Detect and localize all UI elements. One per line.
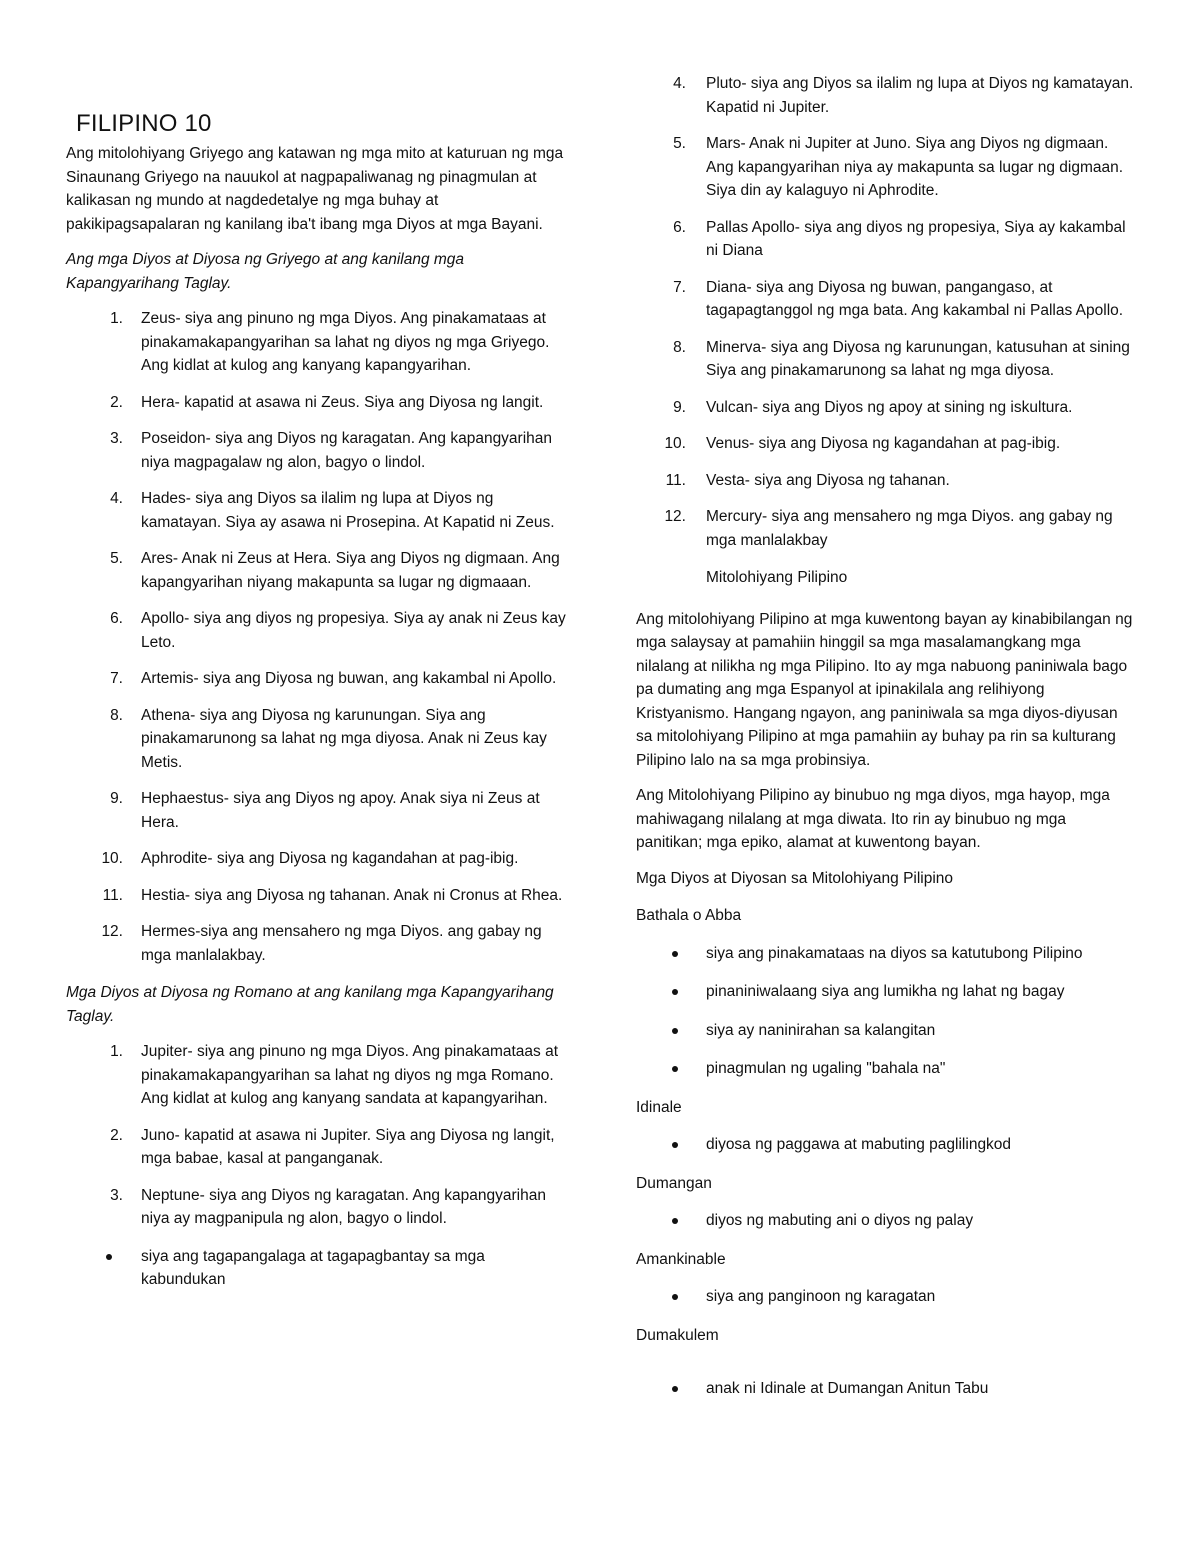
item-text: siya ay naninirahan sa kalangitan bbox=[706, 1021, 936, 1039]
item-text: diyosa ng paggawa at mabuting paglilingkod bbox=[706, 1136, 1012, 1153]
item-number: 4. bbox=[110, 490, 123, 507]
item-text: siya ang pinakamataas na diyos sa katutubong Pilipino bbox=[706, 944, 1083, 962]
list-item bbox=[636, 1133, 1136, 1157]
item-number: 1. bbox=[110, 310, 123, 327]
item-number: 2. bbox=[110, 393, 123, 411]
item-text: anak ni Idinale at Dumangan Anitun Tabu bbox=[706, 1380, 989, 1397]
list-item bbox=[66, 1245, 566, 1292]
item-number: 9. bbox=[673, 398, 686, 416]
list-item bbox=[66, 1124, 566, 1171]
list-item bbox=[636, 216, 1136, 263]
item-number: 5. bbox=[110, 550, 123, 567]
item-number: 2. bbox=[110, 1126, 123, 1144]
item-text: Vulcan- siya ang Diyos ng apoy at sining ng iskultura. bbox=[706, 398, 1073, 416]
item-text: Pluto- siya ang Diyos sa ilalim ng lupa at Diyos ng kamatayan. Kapatid ni Jupiter. bbox=[706, 75, 1134, 116]
list-item bbox=[636, 396, 1136, 420]
item-text: Venus- siya ang Diyosa ng kagandahan at pag-ibig. bbox=[706, 435, 1061, 452]
item-number: 6. bbox=[110, 610, 123, 627]
deity-points bbox=[636, 942, 1136, 1081]
item-text: Hera- kapatid at asawa ni Zeus. Siya ang Diyosa ng langit. bbox=[141, 393, 544, 411]
list-item bbox=[636, 1057, 1136, 1081]
bullet-icon bbox=[672, 951, 678, 957]
item-number: 1. bbox=[110, 1043, 123, 1060]
roman-gods-list bbox=[66, 1040, 566, 1231]
deity-name: Dumakulem bbox=[636, 1326, 719, 1344]
list-item bbox=[636, 1285, 1136, 1309]
item-text: Apollo- siya ang diyos ng propesiya. Siya ay anak ni Zeus kay Leto. bbox=[141, 610, 566, 651]
list-item bbox=[66, 884, 566, 908]
list-item bbox=[636, 1377, 1136, 1401]
deity-points bbox=[636, 1133, 1136, 1157]
item-number: 9. bbox=[110, 790, 123, 807]
list-item bbox=[636, 432, 1136, 456]
item-text: Minerva- siya ang Diyosa ng karunungan, katusuhan at sining Siya ang pinakamarunong sa lahat ng mga diyosa. bbox=[706, 338, 1130, 379]
filipino-mythology-heading: Mitolohiyang Pilipino bbox=[706, 569, 848, 586]
list-item bbox=[66, 787, 566, 834]
item-text: pinaniniwalaang siya ang lumikha ng lahat ng bagay bbox=[706, 983, 1065, 1000]
list-item bbox=[636, 72, 1136, 119]
item-number: 8. bbox=[673, 338, 686, 356]
item-text: Poseidon- siya ang Diyos ng karagatan. Ang kapangyarihan niya magpagalaw ng alon, bagyo o lindol. bbox=[141, 430, 553, 471]
bullet-icon bbox=[672, 1386, 678, 1392]
list-item bbox=[66, 607, 566, 654]
item-text: siya ang panginoon ng karagatan bbox=[706, 1288, 936, 1305]
list-item bbox=[66, 1184, 566, 1231]
deity-points bbox=[636, 1377, 1136, 1401]
item-number: 10. bbox=[664, 435, 686, 452]
list-item bbox=[66, 920, 566, 967]
item-text: Pallas Apollo- siya ang diyos ng propesiya, Siya ay kakambal ni Diana bbox=[706, 218, 1126, 259]
item-text: Mercury- siya ang mensahero ng mga Diyos. ang gabay ng mga manlalakbay bbox=[706, 508, 1113, 549]
item-text: Hermes-siya ang mensahero ng mga Diyos. ang gabay ng mga manlalakbay. bbox=[141, 923, 542, 964]
list-item bbox=[636, 276, 1136, 323]
bullet-icon bbox=[672, 1028, 678, 1034]
deity-name: Amankinable bbox=[636, 1250, 726, 1268]
item-text: diyos ng mabuting ani o diyos ng palay bbox=[706, 1212, 974, 1229]
item-text: pinagmulan ng ugaling "bahala na" bbox=[706, 1060, 946, 1077]
list-item bbox=[636, 942, 1136, 966]
greek-gods-heading: Ang mga Diyos at Diyosa ng Griyego at ang kanilang mga Kapangyarihang Taglay. bbox=[66, 251, 465, 292]
filipino-intro-paragraph: Ang mitolohiyang Pilipino at mga kuwentong bayan ay kinabibilangan ng mga salaysay at pamahiin hinggil sa mga masalamangkang mga nilalang at nilikha ng mga Pilipino. Ito ay mga nabuong paniniwala bago pa dumating ang mga Espanyol at ipinakilala ang relihiyong Kristyanismo. Hangang ngayon, ang paniniwala sa mga diyos-diyusan sa mitolohiyang Pilipino at mga pamahiin ay buhay pa rin sa kulturang Pilipino lalo na sa mga probinsiya. bbox=[636, 610, 1133, 769]
list-item bbox=[636, 980, 1136, 1004]
bullet-icon bbox=[672, 989, 678, 995]
item-text: Hestia- siya ang Diyosa ng tahanan. Anak ni Cronus at Rhea. bbox=[141, 886, 563, 904]
list-item bbox=[66, 487, 566, 534]
item-number: 4. bbox=[673, 75, 686, 92]
list-item bbox=[636, 505, 1136, 552]
list-item bbox=[66, 667, 566, 691]
item-number: 7. bbox=[110, 670, 123, 687]
item-text: Mars- Anak ni Jupiter at Juno. Siya ang Diyos ng digmaan. Ang kapangyarihan niya ay makapunta sa lugar ng digmaan. Siya din ay kalaguyo ni Aphrodite. bbox=[706, 135, 1124, 199]
item-text: siya ang tagapangalaga at tagapagbantay sa mga kabundukan bbox=[141, 1247, 485, 1288]
list-item bbox=[636, 132, 1136, 203]
item-number: 6. bbox=[673, 218, 686, 236]
deity-name: Idinale bbox=[636, 1098, 682, 1116]
list-item bbox=[66, 1040, 566, 1111]
item-text: Diana- siya ang Diyosa ng buwan, pangangaso, at tagapagtanggol ng mga bata. Ang kakambal ni Pallas Apollo. bbox=[706, 278, 1124, 319]
right-column bbox=[636, 0, 1136, 1416]
item-text: Juno- kapatid at asawa ni Jupiter. Siya ang Diyosa ng langit, mga babae, kasal at panganganak. bbox=[141, 1126, 555, 1167]
item-text: Vesta- siya ang Diyosa ng tahanan. bbox=[706, 471, 950, 489]
item-number: 11. bbox=[665, 471, 686, 489]
list-item bbox=[66, 391, 566, 415]
bullet-icon bbox=[106, 1254, 112, 1260]
item-text: Hephaestus- siya ang Diyos ng apoy. Anak siya ni Zeus at Hera. bbox=[141, 790, 540, 831]
page-title: FILIPINO 10 bbox=[76, 110, 212, 137]
bullet-icon bbox=[672, 1218, 678, 1224]
item-text: Aphrodite- siya ang Diyosa ng kagandahan at pag-ibig. bbox=[141, 850, 519, 867]
item-number: 11. bbox=[102, 886, 123, 904]
item-text: Ares- Anak ni Zeus at Hera. Siya ang Diyos ng digmaan. Ang kapangyarihan niyang makapunta sa lugar ng digmaaan. bbox=[141, 550, 560, 591]
item-text: Hades- siya ang Diyos sa ilalim ng lupa at Diyos ng kamatayan. Siya ay asawa ni Prosepina. At Kapatid ni Zeus. bbox=[141, 490, 555, 531]
deity-points bbox=[636, 1285, 1136, 1309]
item-number: 8. bbox=[110, 706, 123, 724]
item-text: Zeus- siya ang pinuno ng mga Diyos. Ang pinakamataas at pinakamakapangyarihan sa lahat ng diyos ng mga Griyego. Ang kidlat at kulog ang kanyang kapangyarihan. bbox=[141, 310, 550, 374]
item-text: Jupiter- siya ang pinuno ng mga Diyos. Ang pinakamataas at pinakamakapangyarihan sa lahat ng diyos ng mga Romano. Ang kidlat at kulog ang kanyang sandata at kapangyarihan. bbox=[141, 1043, 559, 1107]
deity-name: Bathala o Abba bbox=[636, 907, 742, 924]
list-item bbox=[66, 427, 566, 474]
list-item bbox=[66, 847, 566, 871]
item-number: 3. bbox=[110, 430, 123, 447]
greek-gods-list bbox=[66, 307, 566, 967]
deity-name: Dumangan bbox=[636, 1174, 712, 1192]
list-item bbox=[636, 1019, 1136, 1043]
item-number: 5. bbox=[673, 135, 686, 152]
filipino-composition-paragraph: Ang Mitolohiyang Pilipino ay binubuo ng mga diyos, mga hayop, mga mahiwagang nilalang at mga diwata. Ito rin ay binubuo ng mga panitikan; mga epiko, alamat at kuwentong bayan. bbox=[636, 787, 1110, 851]
left-column bbox=[66, 0, 566, 1307]
filipino-deities-subheading: Mga Diyos at Diyosan sa Mitolohiyang Pilipino bbox=[636, 869, 954, 887]
item-number: 7. bbox=[673, 278, 686, 296]
list-item bbox=[66, 547, 566, 594]
bullet-icon bbox=[672, 1066, 678, 1072]
roman-gods-list-continued bbox=[636, 72, 1136, 552]
item-text: Artemis- siya ang Diyosa ng buwan, ang kakambal ni Apollo. bbox=[141, 670, 557, 687]
deity-points bbox=[636, 1209, 1136, 1233]
item-number: 12. bbox=[101, 923, 123, 940]
list-item bbox=[66, 307, 566, 378]
list-item bbox=[636, 469, 1136, 493]
list-item bbox=[66, 704, 566, 775]
roman-gods-heading: Mga Diyos at Diyosa ng Romano at ang kanilang mga Kapangyarihang Taglay. bbox=[66, 984, 554, 1025]
greek-intro-paragraph: Ang mitolohiyang Griyego ang katawan ng mga mito at katuruan ng mga Sinaunang Griyego na nauukol at nagpapaliwanag ng pinagmulan at kalikasan ng mundo at nagdedetalye ng mga buhay at pakikipagsapalaran ng kanilang iba't ibang mga Diyos at mga Bayani. bbox=[66, 145, 564, 233]
bullet-icon bbox=[672, 1294, 678, 1300]
list-item bbox=[636, 336, 1136, 383]
item-text: Athena- siya ang Diyosa ng karunungan. Siya ang pinakamarunong sa lahat ng mga diyosa. Anak ni Zeus kay Metis. bbox=[141, 706, 547, 771]
item-number: 12. bbox=[664, 508, 686, 525]
list-item bbox=[636, 1209, 1136, 1233]
item-number: 10. bbox=[101, 850, 123, 867]
item-number: 3. bbox=[110, 1186, 123, 1204]
bullet-list bbox=[66, 1245, 566, 1292]
bullet-icon bbox=[672, 1142, 678, 1148]
item-text: Neptune- siya ang Diyos ng karagatan. Ang kapangyarihan niya ay magpanipula ng alon, bagyo o lindol. bbox=[141, 1186, 546, 1227]
